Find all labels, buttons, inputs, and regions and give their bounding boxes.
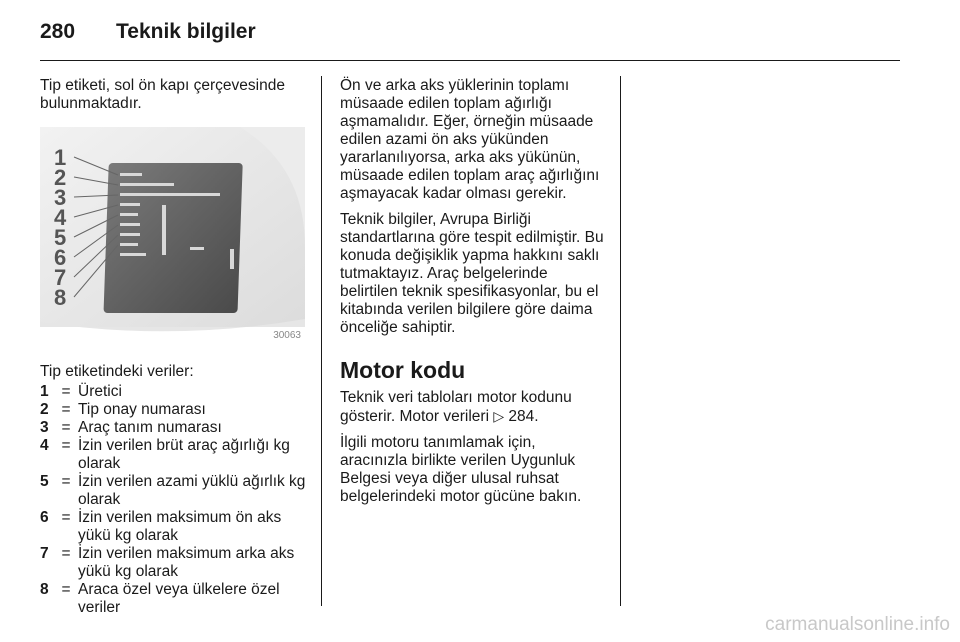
page-number: 280 — [40, 20, 76, 43]
eu-standards-paragraph: Teknik bilgiler, Avrupa Birliği standartlarına göre tespit edilmiştir. Bu konuda değişiklik yapma hakkını saklı tutmaktayız. Araç belgelerinde belirtilen teknik spesifikasyonlar, bu el kitabında verilen bilgilere göre daima önceliğe sahiptir. — [340, 211, 604, 336]
legend-number: 3 — [40, 419, 49, 436]
legend-item — [40, 545, 308, 581]
figure-callout-number: 7 — [54, 265, 67, 290]
legend-number: 2 — [40, 401, 49, 418]
legend-equals: = — [61, 509, 71, 526]
column-divider-2 — [620, 76, 621, 606]
legend-text: İzin verilen brüt araç ağırlığı kg olarak — [78, 437, 290, 472]
legend-number: 4 — [40, 437, 49, 454]
legend-item — [40, 401, 308, 419]
type-label-illustration — [40, 127, 305, 345]
figure-callout-number: 6 — [54, 245, 67, 270]
legend-item — [40, 383, 308, 401]
page-title: Teknik bilgiler — [116, 20, 256, 43]
watermark: carmanualsonline.info — [765, 614, 950, 635]
header-rule — [40, 60, 900, 61]
engine-code-text: Teknik veri tabloları motor kodunu gösterir. Motor verileri — [340, 389, 572, 425]
legend-number: 1 — [40, 383, 49, 400]
legend-equals: = — [61, 383, 71, 400]
legend-text: Tip onay numarası — [78, 401, 206, 418]
legend-text: Üretici — [78, 383, 122, 400]
legend-item — [40, 437, 308, 473]
figure-callout-number: 2 — [54, 165, 67, 190]
legend-item — [40, 473, 308, 509]
figure-callout-number: 5 — [54, 225, 67, 250]
legend-equals: = — [61, 419, 71, 436]
legend-equals: = — [61, 401, 71, 418]
figure-callout-number: 4 — [54, 205, 67, 230]
engine-data-page-link[interactable]: 284 — [508, 408, 535, 425]
legend-title: Tip etiketindeki veriler: — [40, 363, 194, 380]
section-heading-engine-code: Motor kodu — [340, 357, 466, 383]
figure-callout-number: 8 — [54, 285, 67, 310]
figure-code: 30063 — [273, 330, 301, 341]
legend-text: Araç tanım numarası — [78, 419, 222, 436]
legend-item — [40, 581, 308, 617]
legend-text: İzin verilen azami yüklü ağırlık kg olarak — [78, 473, 306, 508]
figure-callout-number: 1 — [54, 145, 67, 170]
legend-list — [40, 383, 308, 617]
identify-engine-paragraph: İlgili motoru tanımlamak için, aracınızla birlikte verilen Uygunluk Belgesi veya diğer ulusal ruhsat belgelerindeki motor gücüne bakın. — [340, 434, 582, 505]
legend-number: 6 — [40, 509, 49, 526]
legend-number: 7 — [40, 545, 49, 562]
intro-text: Tip etiketi, sol ön kapı çerçevesinde bulunmaktadır. — [40, 77, 285, 112]
axle-load-paragraph: Ön ve arka aks yüklerinin toplamı müsaade edilen toplam ağırlığı aşmamalıdır. Eğer, örneğin müsaade edilen azami ön aks yükünden yararlanılıyorsa, arka aks yükünün, müsaade edilen toplam araç ağırlığını aşmayacak kadar olması gerekir. — [340, 77, 600, 202]
column-divider-1 — [321, 76, 322, 606]
legend-text: Araca özel veya ülkelere özel veriler — [78, 581, 280, 616]
legend-item — [40, 509, 308, 545]
legend-text: İzin verilen maksimum ön aks yükü kg olarak — [78, 509, 282, 544]
legend-number: 8 — [40, 581, 49, 598]
legend-equals: = — [61, 437, 71, 454]
legend-equals: = — [61, 545, 71, 562]
left-column — [40, 77, 308, 617]
legend-equals: = — [61, 581, 71, 598]
type-label-figure — [40, 127, 305, 345]
legend-item — [40, 419, 308, 437]
figure-callout-number: 3 — [54, 185, 67, 210]
engine-code-paragraph: Teknik veri tabloları motor kodunu gösterir. Motor verileri ▷ 284. — [340, 389, 572, 425]
legend-text: İzin verilen maksimum arka aks yükü kg olarak — [78, 545, 295, 580]
legend-equals: = — [61, 473, 71, 490]
page-ref-icon: ▷ — [493, 408, 505, 424]
legend-number: 5 — [40, 473, 49, 490]
right-column — [340, 77, 606, 514]
